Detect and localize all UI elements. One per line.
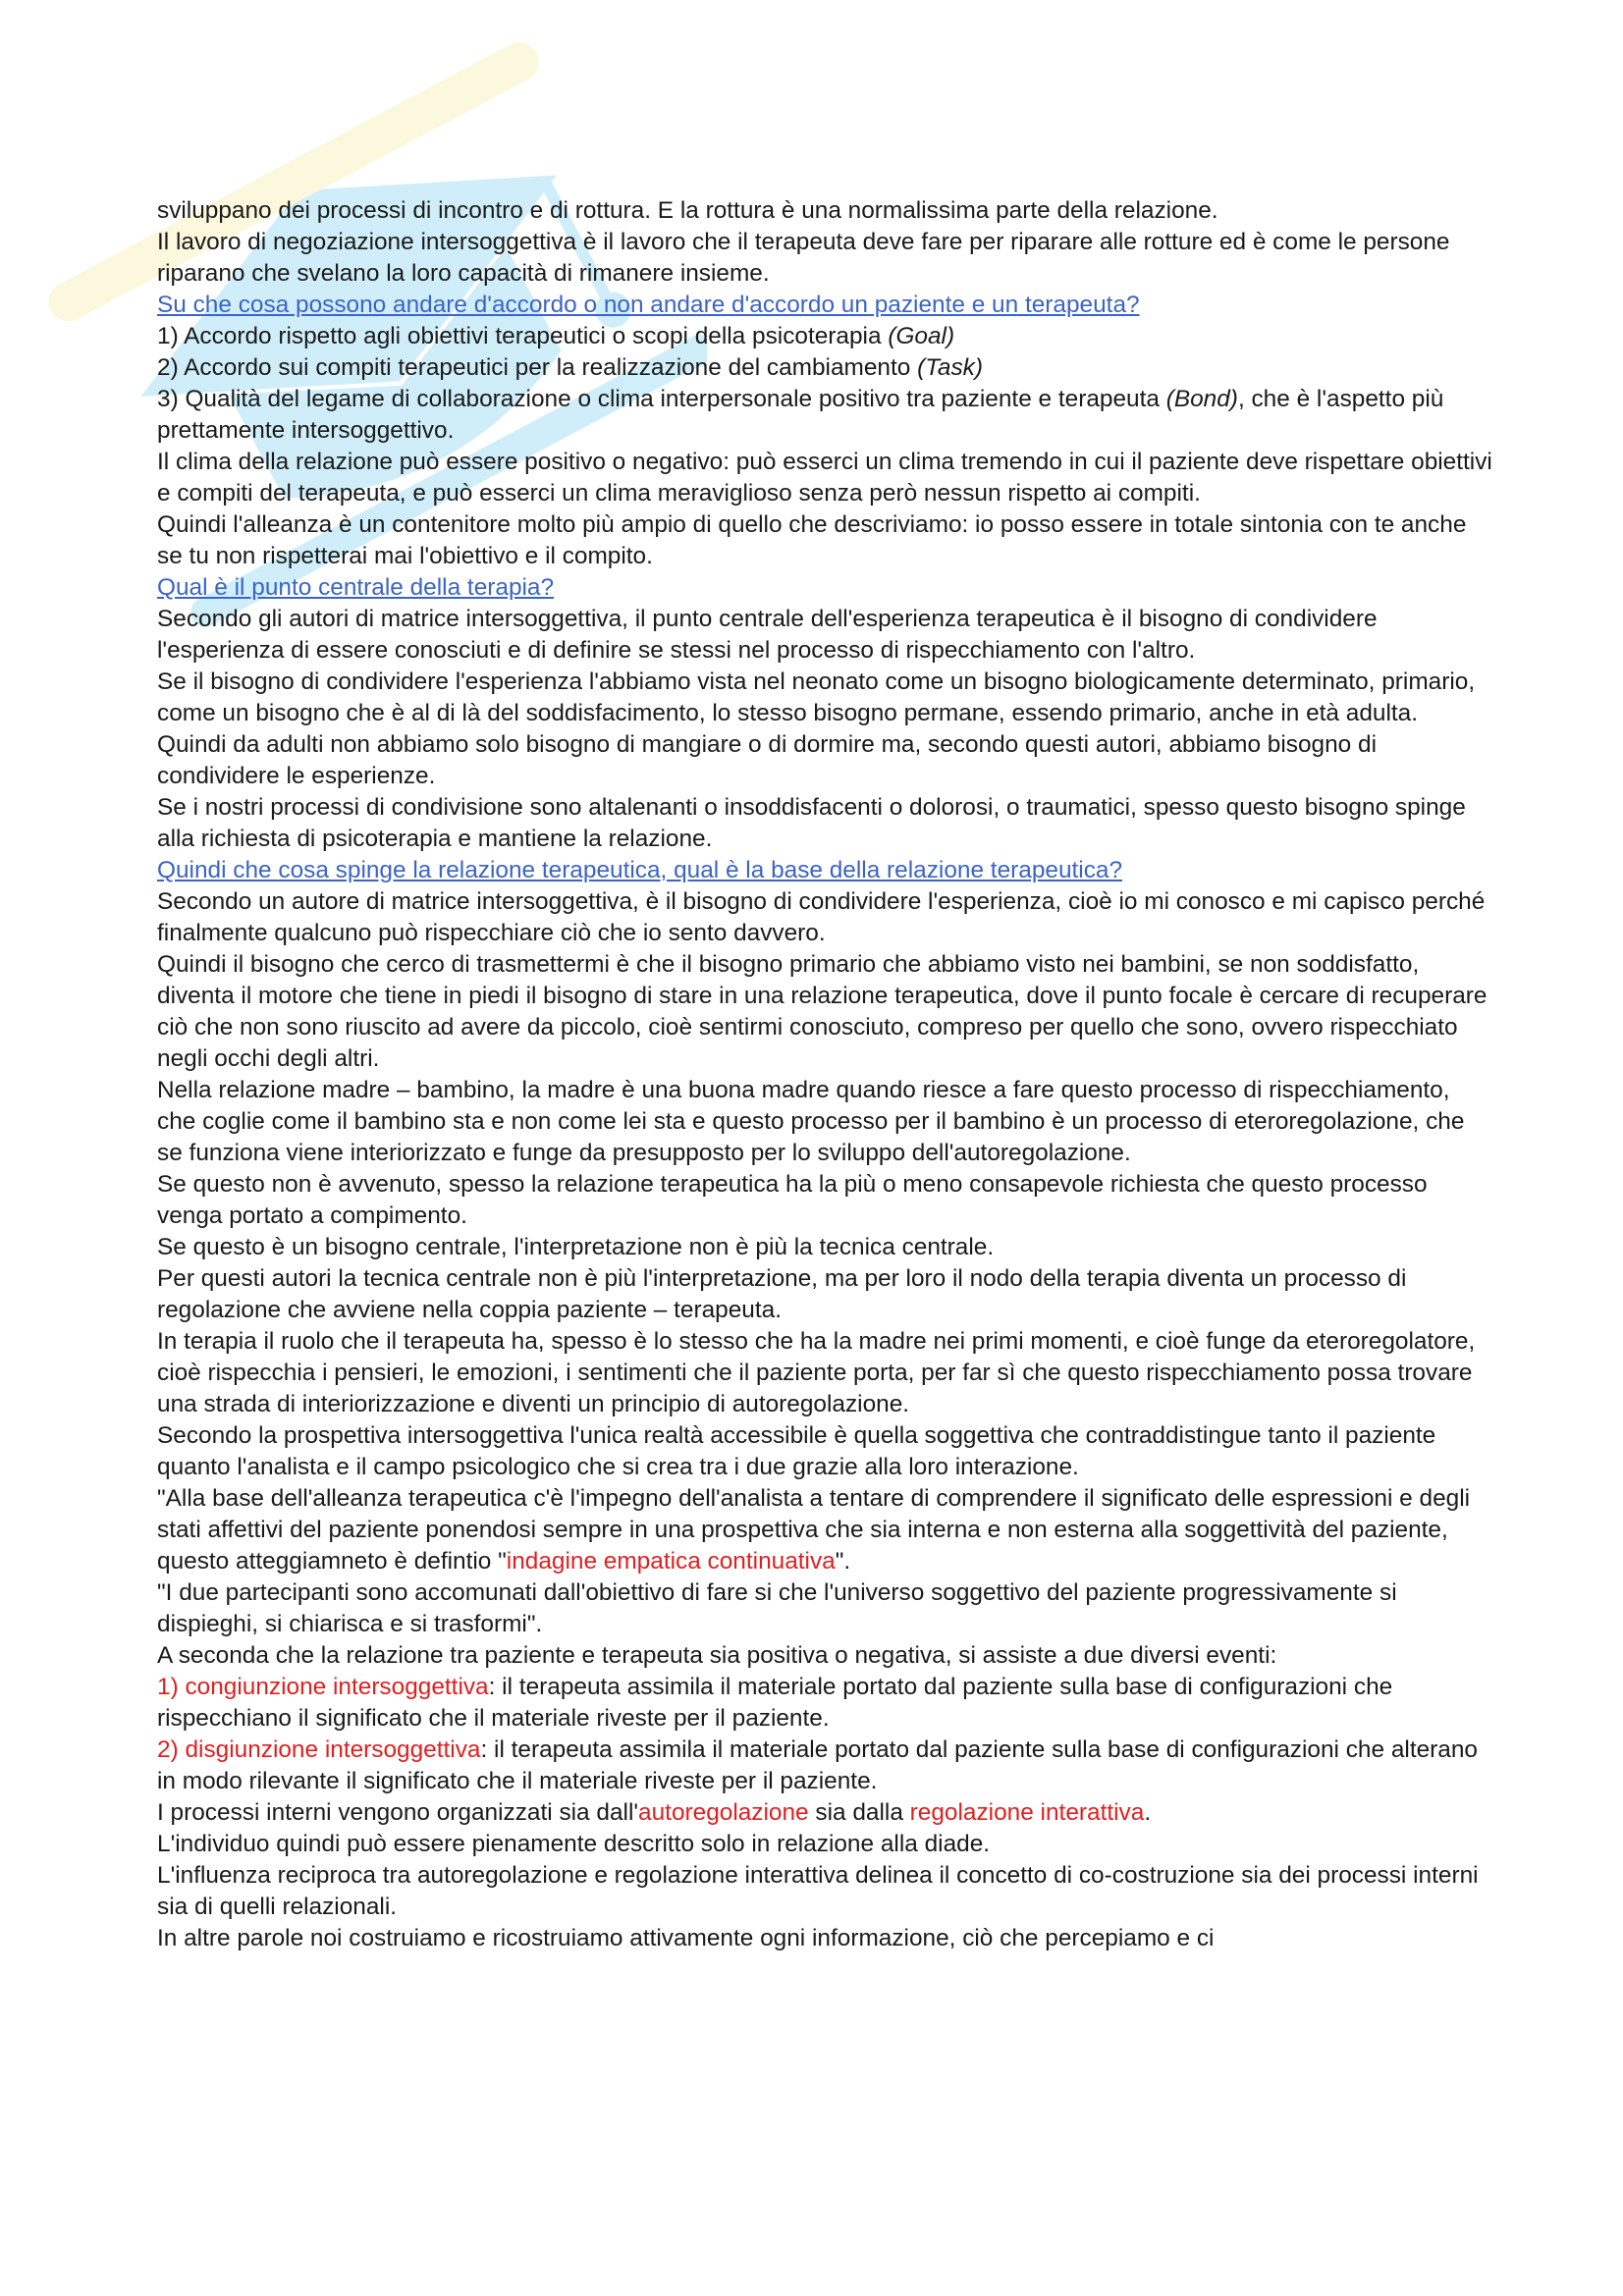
section-question-heading: Su che cosa possono andare d'accordo o non andare d'accordo un paziente e un terapeuta?: [157, 292, 1140, 318]
paragraph-mixed: [157, 1735, 1492, 1797]
paragraph: Secondo gli autori di matrice intersoggettiva, il punto centrale dell'esperienza terapeutica è il bisogno di condividere l'esperienza di essere conosciuti e di definire se stessi nel processo di rispecchiamento con l'altro.: [157, 606, 1378, 664]
paragraph: Se questo è un bisogno centrale, l'interpretazione non è più la tecnica centrale.: [157, 1234, 995, 1260]
text-run: .: [1144, 1799, 1152, 1826]
italic-term: (Task): [917, 354, 983, 381]
text-run: I processi interni vengono organizzati sia dall': [157, 1799, 639, 1826]
paragraph: Se il bisogno di condividere l'esperienza l'abbiamo vista nel neonato come un bisogno biologicamente determinato, primario, come un bisogno che è al di là del soddisfacimento, lo stesso bisogno permane, essendo primario, anche in età adulta. Quindi da adulti non abbiamo solo bisogno di mangiare o di dormire ma, secondo questi autori, abbiamo bisogno di condividere le esperienze.: [157, 668, 1476, 789]
section-question-heading: Qual è il punto centrale della terapia?: [157, 574, 555, 601]
highlighted-term: regolazione interattiva: [909, 1799, 1145, 1826]
italic-term: (Bond): [1165, 386, 1238, 412]
highlighted-term: 2) disgiunzione intersoggettiva: [157, 1736, 481, 1763]
bullet-paragraph: Quindi l'alleanza è un contenitore molto più ampio di quello che descriviamo: io posso essere in totale sintonia con te anche se tu non rispetterai mai l'obiettivo e il compito.: [157, 511, 1467, 569]
paragraph: Se questo non è avvenuto, spesso la relazione terapeutica ha la più o meno consapevole richiesta che questo processo venga portato a compimento.: [157, 1171, 1428, 1229]
text-run: 2) Accordo sui compiti terapeutici per la realizzazione del cambiamento: [157, 354, 918, 381]
highlighted-term: indagine empatica continuativa: [506, 1548, 836, 1575]
text-run: 1) Accordo rispetto agli obiettivi terapeutici o scopi della psicoterapia: [157, 323, 889, 349]
paragraph: In altre parole noi costruiamo e ricostruiamo attivamente ogni informazione, ciò che percepiamo e ci: [157, 1925, 1215, 1951]
highlighted-term: 1) congiunzione intersoggettiva: [157, 1674, 489, 1700]
bullet-paragraph: "I due partecipanti sono accomunati dall'obiettivo di fare si che l'universo soggettivo del paziente progressivamente si dispieghi, si chiarisca e si trasformi".: [157, 1579, 1397, 1637]
paragraph-mixed: [157, 1797, 1492, 1829]
paragraph: Il lavoro di negoziazione intersoggettiva è il lavoro che il terapeuta deve fare per riparare alle rotture ed è come le persone riparano che svelano la loro capacità di rimanere insieme.: [157, 229, 1450, 287]
paragraph-mixed: [157, 1672, 1492, 1735]
bullet-paragraph: Secondo la prospettiva intersoggettiva l'unica realtà accessibile è quella soggettiva che contraddistingue tanto il paziente quanto l'analista e il campo psicologico che si crea tra i due grazie alla loro interazione.: [157, 1422, 1436, 1480]
bullet-paragraph: In terapia il ruolo che il terapeuta ha, spesso è lo stesso che ha la madre nei primi momenti, e cioè funge da eteroregolatore, cioè rispecchia i pensieri, le emozioni, i sentimenti che il paziente porta, per far sì che questo rispecchiamento possa trovare una strada di interiorizzazione e diventi un principio di autoregolazione.: [157, 1328, 1476, 1417]
paragraph: L'individuo quindi può essere pienamente descritto solo in relazione alla diade.: [157, 1831, 991, 1857]
italic-term: (Goal): [888, 323, 955, 349]
paragraph-mixed: [157, 1483, 1492, 1577]
paragraph: Se i nostri processi di condivisione sono altalenanti o insoddisfacenti o dolorosi, o traumatici, spesso questo bisogno spinge alla richiesta di psicoterapia e mantiene la relazione.: [157, 794, 1466, 852]
text-run: 3) Qualità del legame di collaborazione o clima interpersonale positivo tra paziente e terapeuta: [157, 386, 1166, 412]
text-run: ".: [835, 1548, 851, 1575]
paragraph: Quindi il bisogno che cerco di trasmettermi è che il bisogno primario che abbiamo visto nei bambini, se non soddisfatto, diventa il motore che tiene in piedi il bisogno di stare in una relazione terapeutica, dove il punto focale è cercare di recuperare ciò che non sono riuscito ad avere da piccolo, cioè sentirmi conosciuto, compreso per quello che sono, ovvero rispecchiato negli occhi degli altri.: [157, 951, 1488, 1072]
paragraph: L'influenza reciproca tra autoregolazione e regolazione interattiva delinea il concetto di co-costruzione sia dei processi interni sia di quelli relazionali.: [157, 1862, 1479, 1920]
paragraph-mixed: [157, 321, 1492, 352]
text-run: , che è l'aspetto più prettamente intersoggettivo.: [157, 386, 1444, 444]
paragraph: Secondo un autore di matrice intersoggettiva, è il bisogno di condividere l'esperienza, cioè io mi conosco e mi capisco perché finalmente qualcuno può rispecchiare ciò che io sento davvero.: [157, 888, 1486, 946]
highlighted-term: autoregolazione: [638, 1799, 809, 1826]
text-run: : il terapeuta assimila il materiale portato dal paziente sulla base di configurazioni che rispecchiano il significato che il materiale riveste per il paziente.: [157, 1674, 1393, 1732]
text-run: sia dalla: [808, 1799, 910, 1826]
bullet-paragraph: A seconda che la relazione tra paziente e terapeuta sia positiva o negativa, si assiste a due diversi eventi:: [157, 1642, 1277, 1669]
paragraph-mixed: [157, 352, 1492, 384]
text-run: "Alla base dell'alleanza terapeutica c'è l'impegno dell'analista a tentare di comprendere il significato delle espressioni e degli stati affettivi del paziente ponendosi sempre in una prospettiva che sia interna e non esterna alla soggettività del paziente, questo atteggiamneto è defintio ": [157, 1485, 1471, 1575]
paragraph-mixed: [157, 384, 1492, 447]
text-run: : il terapeuta assimila il materiale portato dal paziente sulla base di configurazioni che alterano in modo rilevante il significato che il materiale riveste per il paziente.: [157, 1736, 1478, 1794]
paragraph: Il clima della relazione può essere positivo o negativo: può esserci un clima tremendo in cui il paziente deve rispettare obiettivi e compiti del terapeuta, e può esserci un clima meraviglioso senza però nessun rispetto ai compiti.: [157, 449, 1492, 507]
bullet-paragraph: Nella relazione madre – bambino, la madre è una buona madre quando riesce a fare questo processo di rispecchiamento, che coglie come il bambino sta e non come lei sta e questo processo per il bambino è un processo di eteroregolazione, che se funziona viene interiorizzato e funge da presupposto per lo sviluppo dell'autoregolazione.: [157, 1077, 1465, 1166]
document-body: [157, 195, 1492, 1954]
paragraph: sviluppano dei processi di incontro e di rottura. E la rottura è una normalissima parte della relazione.: [157, 197, 1218, 224]
paragraph: Per questi autori la tecnica centrale non è più l'interpretazione, ma per loro il nodo della terapia diventa un processo di regolazione che avviene nella coppia paziente – terapeuta.: [157, 1265, 1407, 1323]
section-question-heading: Quindi che cosa spinge la relazione terapeutica, qual è la base della relazione terapeutica?: [157, 857, 1123, 883]
